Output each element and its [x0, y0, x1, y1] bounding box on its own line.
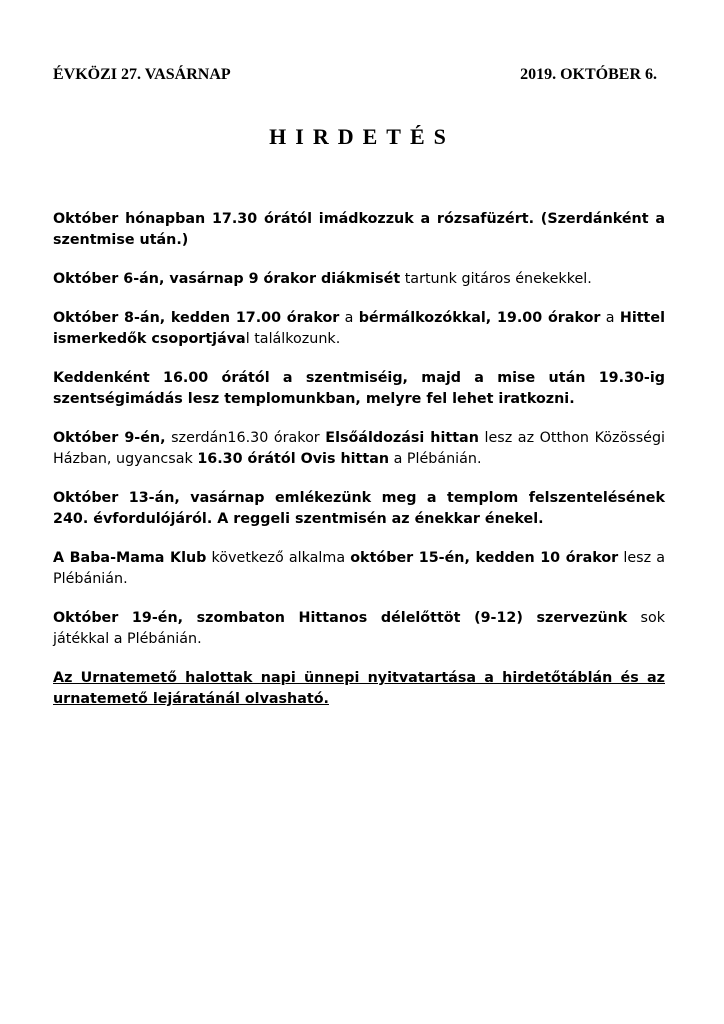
text-segment: lesz a Plébánián. — [53, 550, 666, 587]
text-segment: Október hónapban 17.30 órától imádkozzuk a rózsafüzért. (Szerdánként a szentmise után.) — [53, 211, 665, 248]
text-segment: tartunk gitáros énekekkel. — [400, 271, 592, 287]
text-segment: Október 19-én, szombaton Hittanos délelőttöt (9-12) szervezünk — [53, 610, 628, 626]
announcement-rosary — [53, 209, 665, 251]
announcement-student-mass — [53, 269, 665, 290]
header-date: 2019. OKTÓBER 6. — [520, 66, 657, 83]
text-segment: lesz az Otthon Közösségi Házban, ugyancsak — [53, 430, 665, 467]
text-segment: Keddenként 16.00 órától a szentmiséig, majd a mise után 19.30-ig szentségimádás lesz templomunkban, melyre fel lehet iratkozni. — [53, 370, 665, 407]
announcement-body — [53, 209, 665, 728]
text-segment: következő alkalma — [206, 550, 351, 566]
announcement-confirmation — [53, 308, 665, 350]
text-segment: a Plébánián. — [389, 451, 482, 467]
text-segment: Október 9-én, — [53, 430, 166, 446]
text-segment: a — [339, 310, 359, 326]
announcement-catechism — [53, 428, 665, 470]
text-segment: Október 6-án, vasárnap 9 órakor diákmisét — [53, 271, 401, 287]
text-segment: Elsőáldozási hittan — [325, 430, 479, 446]
page-title: HIRDETÉS — [269, 124, 455, 149]
text-segment: Október 8-án, kedden 17.00 órakor — [53, 310, 340, 326]
document-header — [53, 66, 657, 90]
header-sunday-label: ÉVKÖZI 27. VASÁRNAP — [53, 66, 231, 83]
announcement-urn-cemetery — [53, 668, 665, 710]
text-segment: Október 13-án, vasárnap emlékezünk meg a templom felszentelésének 240. évfordulójáról. A reggeli szentmisén az énekkar énekel. — [53, 490, 665, 527]
text-segment: Hittel ismerkedők csoportjáva — [53, 310, 665, 347]
text-segment: l találkozunk. — [245, 331, 341, 347]
announcement-anniversary — [53, 488, 665, 530]
announcement-catechism-morning — [53, 608, 665, 650]
announcement-adoration — [53, 368, 665, 410]
announcement-baba-mama-club — [53, 548, 665, 590]
text-segment: október 15-én, kedden 10 órakor — [350, 550, 619, 566]
text-segment: A Baba-Mama Klub — [53, 550, 207, 566]
text-segment: a — [600, 310, 620, 326]
text-segment: bérmálkozókkal, 19.00 órakor — [358, 310, 601, 326]
text-segment: Az Urnatemető halottak napi ünnepi nyitvatartása a hirdetőtáblán és az urnatemető lejáratánál olvasható. — [53, 670, 665, 707]
text-segment: 16.30 órától Ovis hittan — [197, 451, 390, 467]
text-segment: sok játékkal a Plébánián. — [53, 610, 665, 647]
text-segment: szerdán16.30 órakor — [165, 430, 326, 446]
